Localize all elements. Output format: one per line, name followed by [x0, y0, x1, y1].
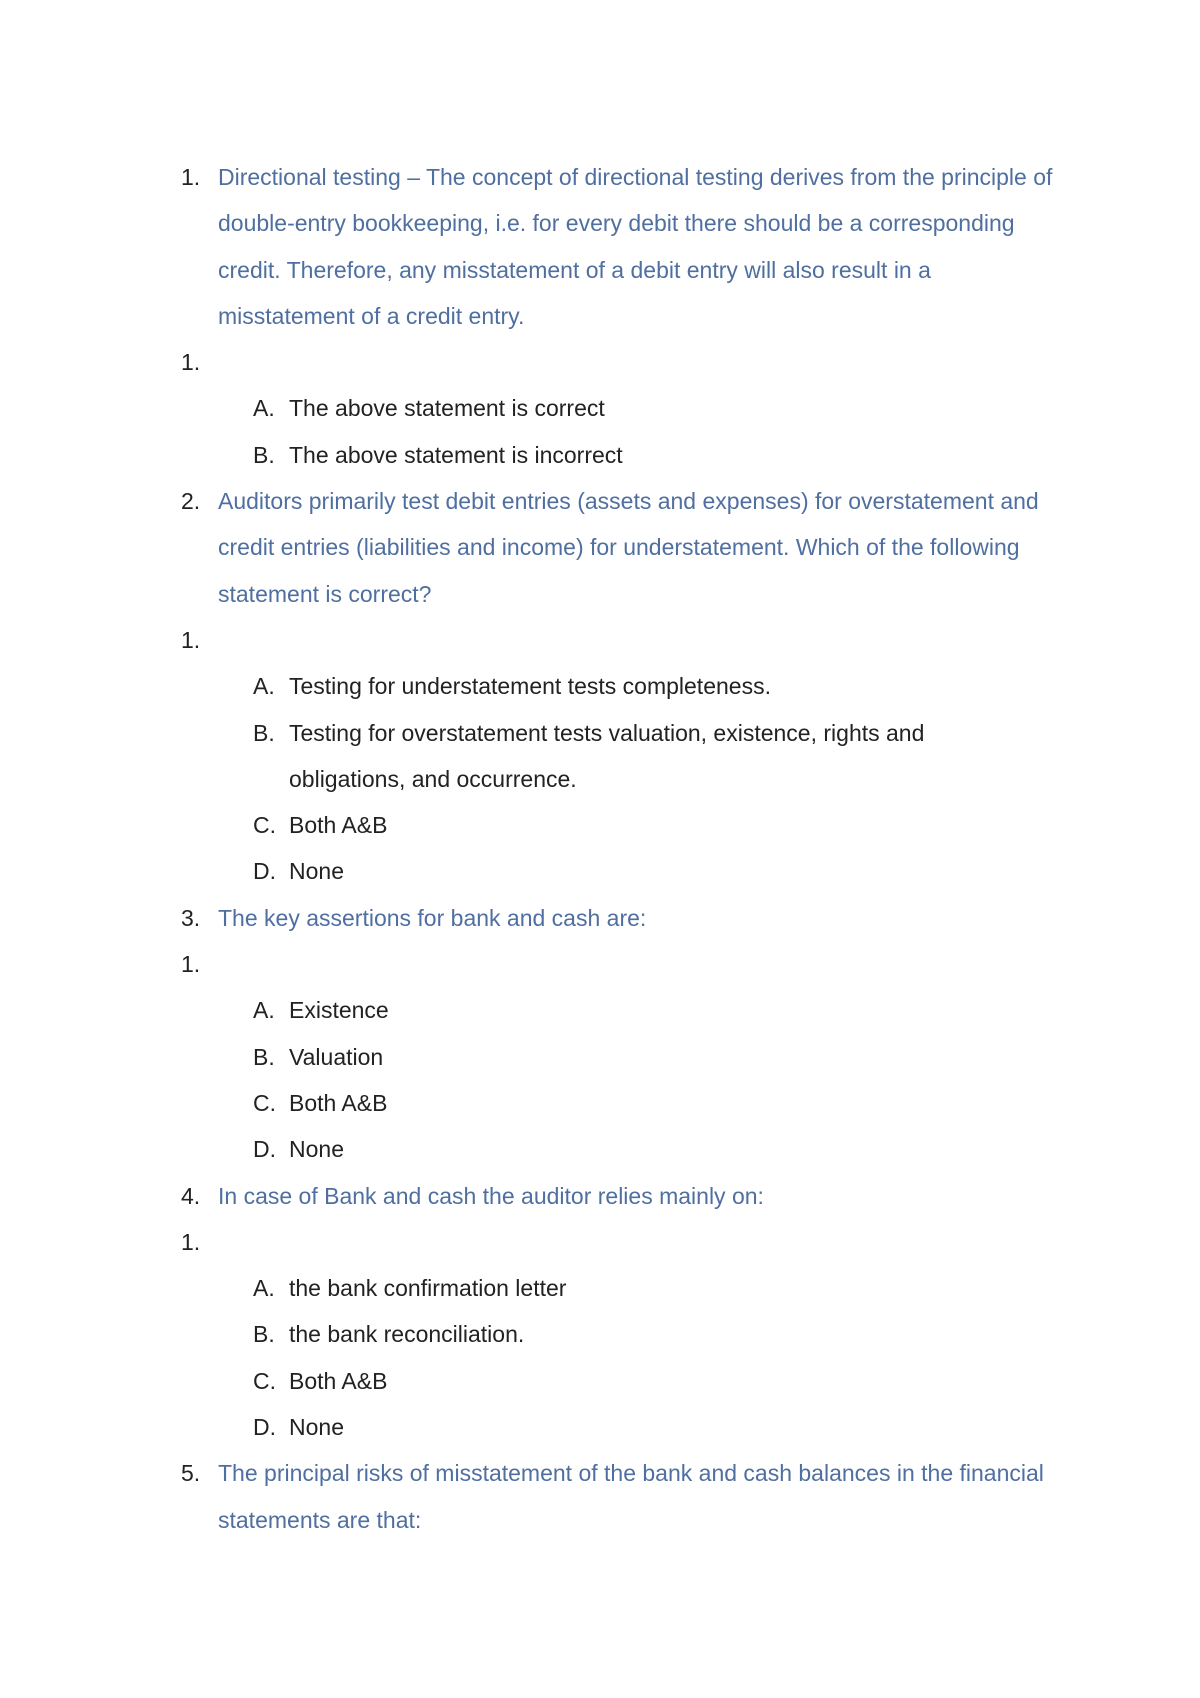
answer-option: [253, 1080, 943, 1126]
sub-number: 1.: [181, 626, 201, 653]
question-number: 1.: [181, 164, 201, 190]
question-item: [181, 154, 1061, 339]
sub-list-number: [181, 617, 1061, 663]
option-text: Both A&B: [289, 1089, 388, 1116]
option-text: Existence: [289, 997, 389, 1024]
option-text: None: [289, 1136, 344, 1163]
sub-list-number: [181, 1219, 1061, 1265]
answer-option: [253, 1126, 943, 1172]
sub-number: 1.: [181, 349, 201, 376]
option-letter: C.: [253, 1367, 276, 1394]
sub-number: 1.: [181, 951, 201, 978]
sub-list-number: [181, 941, 1061, 987]
answer-option: [253, 802, 943, 848]
sub-list-number: [181, 339, 1061, 385]
question-item: [181, 1173, 1061, 1219]
answer-option: [253, 987, 943, 1033]
option-letter: A.: [253, 997, 275, 1024]
option-letter: B.: [253, 719, 275, 746]
answer-option: [253, 1034, 943, 1080]
question-text: The principal risks of misstatement of the bank and cash balances in the financial statements are that:: [218, 1460, 1044, 1533]
question-text: Directional testing – The concept of directional testing derives from the principle of double-entry bookkeeping, i.e. for every debit there should be a corresponding credit. Therefore, any misstatement of a debit entry will also result in a misstatement of a credit entry.: [218, 164, 1053, 329]
answer-option: [253, 1358, 943, 1404]
answer-option: [253, 1311, 943, 1357]
option-letter: C.: [253, 1089, 276, 1116]
option-letter: A.: [253, 1275, 275, 1302]
question-text: Auditors primarily test debit entries (assets and expenses) for overstatement and credit entries (liabilities and income) for understatement. Which of the following statement is correct?: [218, 488, 1039, 607]
option-text: Both A&B: [289, 812, 388, 839]
sub-number: 1.: [181, 1228, 201, 1255]
question-number: 4.: [181, 1182, 201, 1209]
answer-option: [253, 432, 943, 478]
question-list: [181, 154, 1061, 1543]
option-text: the bank reconciliation.: [289, 1321, 525, 1348]
option-letter: C.: [253, 812, 276, 839]
option-text: Valuation: [289, 1043, 384, 1070]
option-letter: D.: [253, 858, 276, 885]
answer-option: [253, 1265, 943, 1311]
question-text: The key assertions for bank and cash are:: [218, 904, 647, 931]
question-number: 3.: [181, 904, 201, 931]
question-number: 5.: [181, 1460, 201, 1487]
question-number: 2.: [181, 488, 201, 515]
question-item: [181, 895, 1061, 941]
option-text: Testing for overstatement tests valuation, existence, rights and obligations, and occurrence.: [289, 719, 925, 792]
option-letter: D.: [253, 1414, 276, 1441]
question-text: In case of Bank and cash the auditor relies mainly on:: [218, 1182, 764, 1209]
option-text: The above statement is correct: [289, 395, 605, 422]
question-item: [181, 1450, 1061, 1543]
option-letter: D.: [253, 1136, 276, 1163]
option-text: The above statement is incorrect: [289, 441, 623, 468]
answer-option: [253, 663, 943, 709]
answer-option: [253, 385, 943, 431]
option-text: Both A&B: [289, 1367, 388, 1394]
option-letter: A.: [253, 673, 275, 700]
option-text: the bank confirmation letter: [289, 1275, 567, 1302]
answer-option: [253, 848, 943, 894]
option-text: None: [289, 858, 344, 885]
answer-option: [253, 710, 943, 803]
answer-option: [253, 1404, 943, 1450]
option-letter: A.: [253, 395, 275, 422]
question-item: [181, 478, 1061, 617]
option-text: Testing for understatement tests completeness.: [289, 673, 771, 700]
option-letter: B.: [253, 1321, 275, 1348]
option-letter: B.: [253, 441, 275, 468]
option-text: None: [289, 1414, 344, 1441]
option-letter: B.: [253, 1043, 275, 1070]
